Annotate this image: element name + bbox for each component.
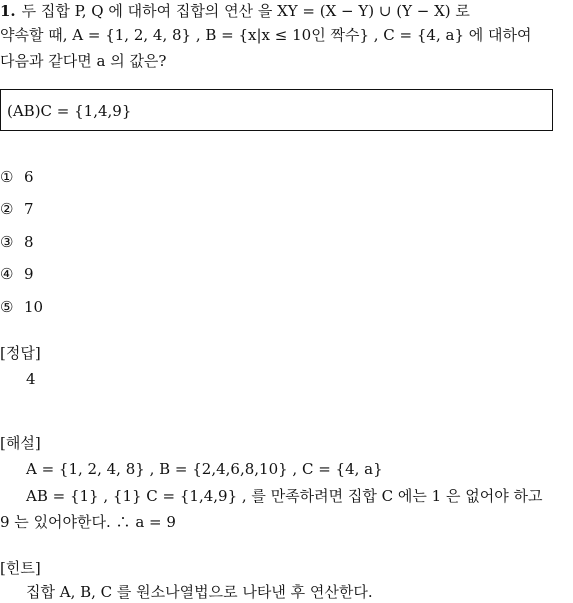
condition-text: (AB)C = {1,4,9} (7, 102, 132, 120)
choice-3[interactable] (0, 231, 34, 253)
choice-1[interactable] (0, 166, 34, 188)
choice-3-value: 8 (24, 233, 34, 251)
explanation-line-2: AB = {1} , {1} C = {1,4,9} , 를 만족하려면 집합 C 에는 1 은 없어야 하고 (26, 487, 543, 505)
question-line-1 (0, 0, 470, 22)
hint-line-1: 집합 A, B, C 를 원소나열법으로 나타낸 후 연산한다. (26, 583, 373, 601)
hint-label: [힌트] (0, 559, 41, 577)
choice-4-mark: ④ (0, 265, 14, 283)
explanation-line-3: 9 는 있어야한다. ∴ a = 9 (0, 513, 176, 531)
choice-5-value: 10 (24, 298, 44, 316)
explanation-label: [해설] (0, 434, 41, 452)
choice-4-value: 9 (24, 265, 34, 283)
question-line-3: 다음과 같다면 a 의 값은? (0, 52, 167, 70)
answer-value: 4 (26, 370, 36, 388)
choice-3-mark: ③ (0, 233, 14, 251)
choice-2-mark: ② (0, 200, 14, 218)
explanation-line-1: A = {1, 2, 4, 8} , B = {2,4,6,8,10} , C = {4, a} (26, 460, 383, 478)
answer-label: [정답] (0, 344, 41, 362)
choice-2-value: 7 (24, 200, 34, 218)
condition-box (0, 89, 553, 131)
choice-5-mark: ⑤ (0, 298, 14, 316)
choice-4[interactable] (0, 263, 34, 285)
question-text-1: 두 집합 P, Q 에 대하여 집합의 연산 을 XY = (X − Y) ∪ (Y − X) 로 (21, 2, 470, 20)
question-number: 1. (0, 2, 16, 20)
choice-1-value: 6 (24, 168, 34, 186)
choice-2[interactable] (0, 198, 34, 220)
question-line-2: 약속할 때, A = {1, 2, 4, 8} , B = {x|x ≤ 10인 짝수} , C = {4, a} 에 대하여 (0, 26, 532, 44)
choice-1-mark: ① (0, 168, 14, 186)
choice-5[interactable] (0, 296, 43, 318)
